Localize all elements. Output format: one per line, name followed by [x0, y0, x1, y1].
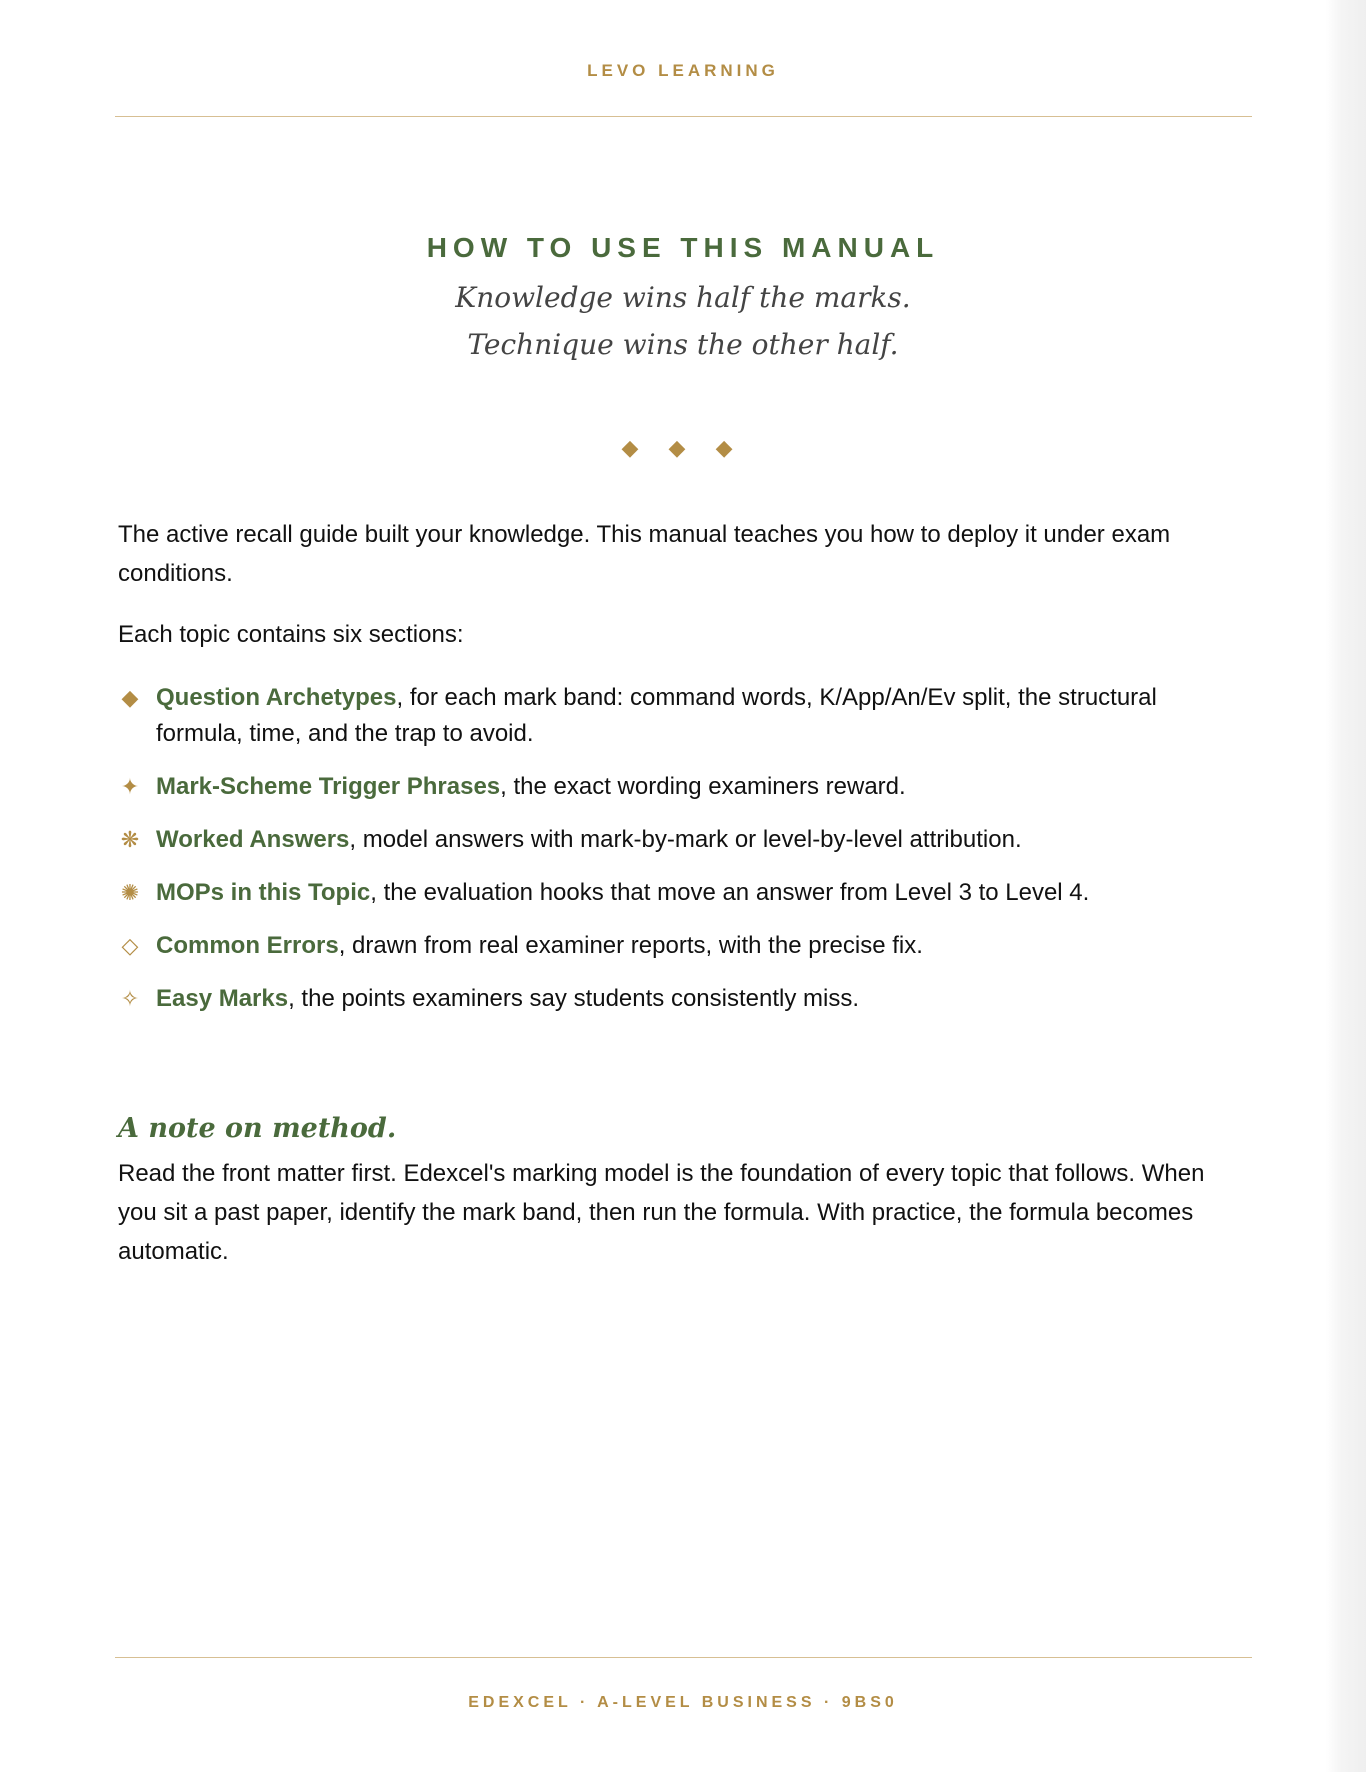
- method-paragraph: Read the front matter first. Edexcel's marking model is the foundation of every topic that follows. When you sit a past paper, identify the mark band, then run the formula. With practice, the formula becomes automatic.: [118, 1160, 1205, 1265]
- subtitle-line-2: Technique wins the other half.: [467, 328, 899, 361]
- list-item: [118, 875, 1248, 911]
- section-term: Question Archetypes: [156, 684, 397, 711]
- section-description: , the points examiners say students consistently miss.: [288, 985, 860, 1012]
- sunburst-icon: ✺: [120, 880, 140, 905]
- four-point-star-icon: ✦: [120, 774, 140, 799]
- section-description: , for each mark band: command words, K/App/An/Ev split, the structural formula, time, and the trap to avoid.: [156, 684, 1157, 747]
- section-description: , drawn from real examiner reports, with the precise fix.: [338, 932, 923, 959]
- page-title: HOW TO USE THIS MANUAL: [426, 232, 940, 263]
- list-item: [118, 769, 1248, 805]
- subtitle-line-1: Knowledge wins half the marks.: [455, 281, 911, 314]
- title-block: [0, 232, 1366, 368]
- list-item: [118, 822, 1248, 858]
- header-divider: [115, 116, 1252, 117]
- footer-text: EDEXCEL · A-LEVEL BUSINESS · 9BS0: [468, 1694, 898, 1711]
- section-description: , the evaluation hooks that move an answer from Level 3 to Level 4.: [370, 879, 1090, 906]
- method-heading: A note on method.: [118, 1113, 397, 1144]
- section-term: Easy Marks: [156, 985, 289, 1012]
- section-term: Common Errors: [156, 932, 339, 959]
- list-item: [118, 928, 1248, 964]
- list-item: [118, 680, 1248, 752]
- section-description: , model answers with mark-by-mark or level-by-level attribution.: [349, 826, 1022, 853]
- section-term: Worked Answers: [156, 826, 350, 853]
- asterisk-flower-icon: ❋: [120, 827, 140, 852]
- section-term: Mark-Scheme Trigger Phrases: [156, 773, 501, 800]
- intro-paragraph: The active recall guide built your knowledge. This manual teaches you how to deploy it under exam conditions.: [118, 521, 1171, 587]
- outline-diamond-icon: ◇: [121, 933, 139, 958]
- section-description: , the exact wording examiners reward.: [500, 773, 906, 800]
- list-item: [118, 981, 1248, 1017]
- sections-intro: Each topic contains six sections:: [118, 621, 464, 648]
- section-term: MOPs in this Topic: [156, 879, 371, 906]
- outline-star-icon: ✧: [120, 986, 140, 1011]
- footer-divider: [115, 1657, 1252, 1658]
- filled-diamond-icon: ◆: [121, 685, 139, 710]
- diamond-ornament-icon: ◆ ◆ ◆: [621, 435, 745, 460]
- header-brand: LEVO LEARNING: [587, 61, 779, 80]
- sections-list: [118, 680, 1248, 1034]
